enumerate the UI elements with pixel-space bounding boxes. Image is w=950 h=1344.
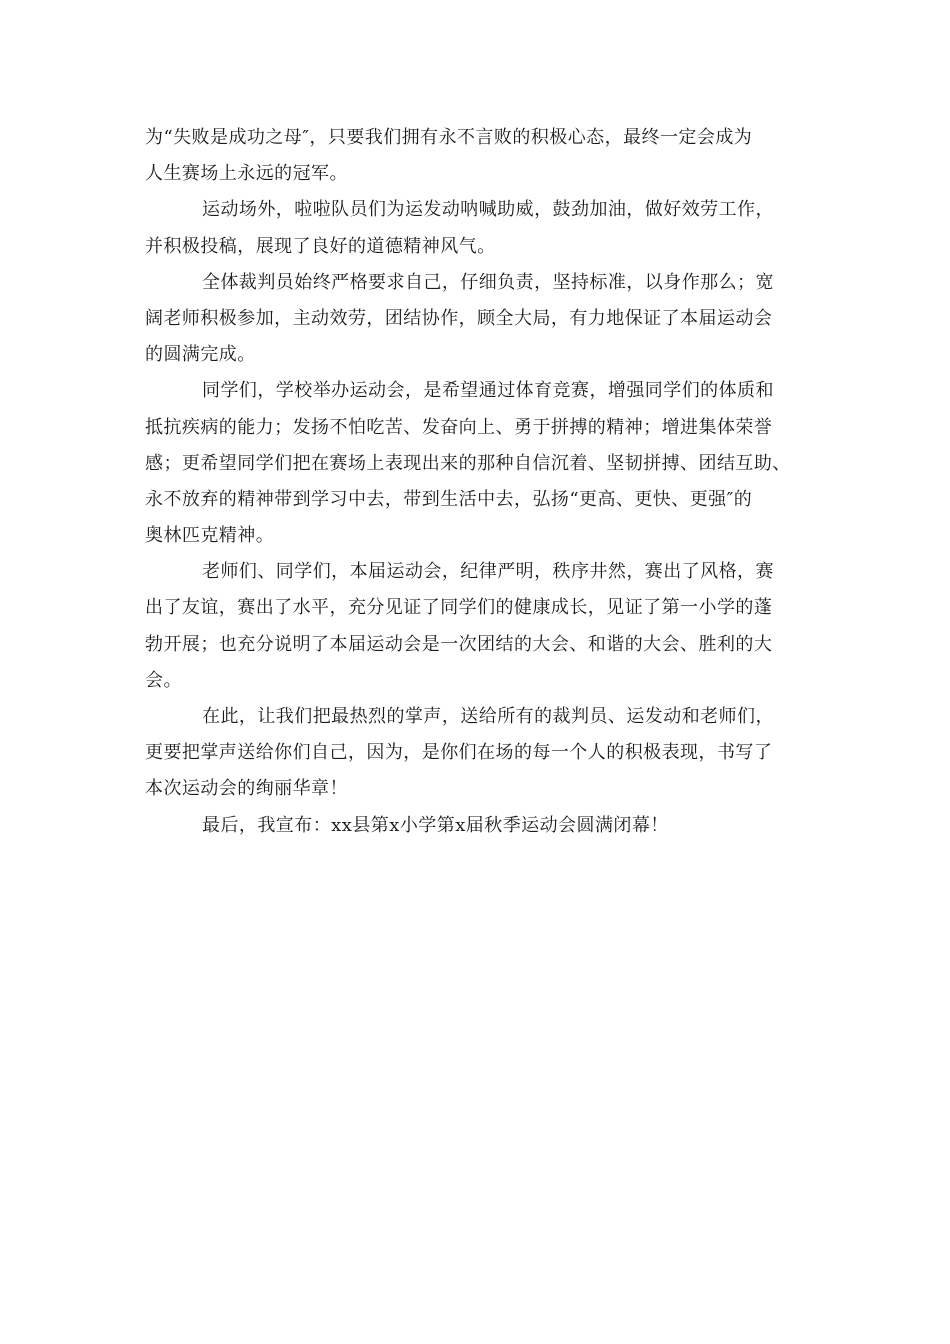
- text-line: 会。: [145, 669, 182, 691]
- text-line: 阔老师积极参加，主动效劳，团结协作，顾全大局，有力地保证了本届运动会: [145, 307, 773, 329]
- paragraph-first-line: 同学们，学校举办运动会，是希望通过体育竞赛，增强同学们的体质和: [202, 380, 774, 402]
- paragraph-first-line: 在此，让我们把最热烈的掌声，送给所有的裁判员、运发动和老师们，: [202, 706, 774, 727]
- text-line: 出了友谊，赛出了水平，充分见证了同学们的健康成长，见证了第一小学的蓬: [145, 597, 773, 619]
- text-line: 感；更希望同学们把在赛场上表现出来的那种自信沉着、坚韧拼搏、团结互助、: [145, 452, 791, 474]
- text-line: 永不放弃的精神带到学习中去，带到生活中去，弘扬“更高、更快、更强″的: [145, 488, 753, 510]
- paragraph-first-line: 老师们、同学们，本届运动会，纪律严明，秩序井然，赛出了风格，赛: [202, 561, 774, 583]
- text-line: 本次运动会的绚丽华章！: [145, 778, 348, 800]
- document-body: [145, 120, 805, 844]
- paragraph-first-line: 运动场外，啦啦队员们为运发动呐喊助威，鼓劲加油，做好效劳工作，: [202, 199, 774, 221]
- text-line: 奥林匹克精神。: [145, 525, 275, 547]
- closing-announcement: 最后，我宣布：xx县第x小学第x届秋季运动会圆满闭幕！: [202, 814, 669, 836]
- text-line: 抵抗疾病的能力；发扬不怕吃苦、发奋向上、勇于拼搏的精神；增进集体荣誉: [145, 416, 773, 438]
- paragraph-first-line: 全体裁判员始终严格要求自己，仔细负责，坚持标准，以身作那么；宽: [202, 271, 774, 293]
- text-line: 更要把掌声送给你们自己，因为，是你们在场的每一个人的积极表现，书写了: [145, 742, 773, 764]
- text-line: 的圆满完成。: [145, 344, 256, 366]
- text-line: 勃开展；也充分说明了本届运动会是一次团结的大会、和谐的大会、胜利的大: [145, 633, 773, 655]
- text-line: 为“失败是成功之母″，只要我们拥有永不言败的积极心态，最终一定会成为: [145, 127, 753, 148]
- text-line: 并积极投稿，展现了良好的道德精神风气。: [145, 235, 496, 257]
- text-line: 人生赛场上永远的冠军。: [145, 163, 348, 185]
